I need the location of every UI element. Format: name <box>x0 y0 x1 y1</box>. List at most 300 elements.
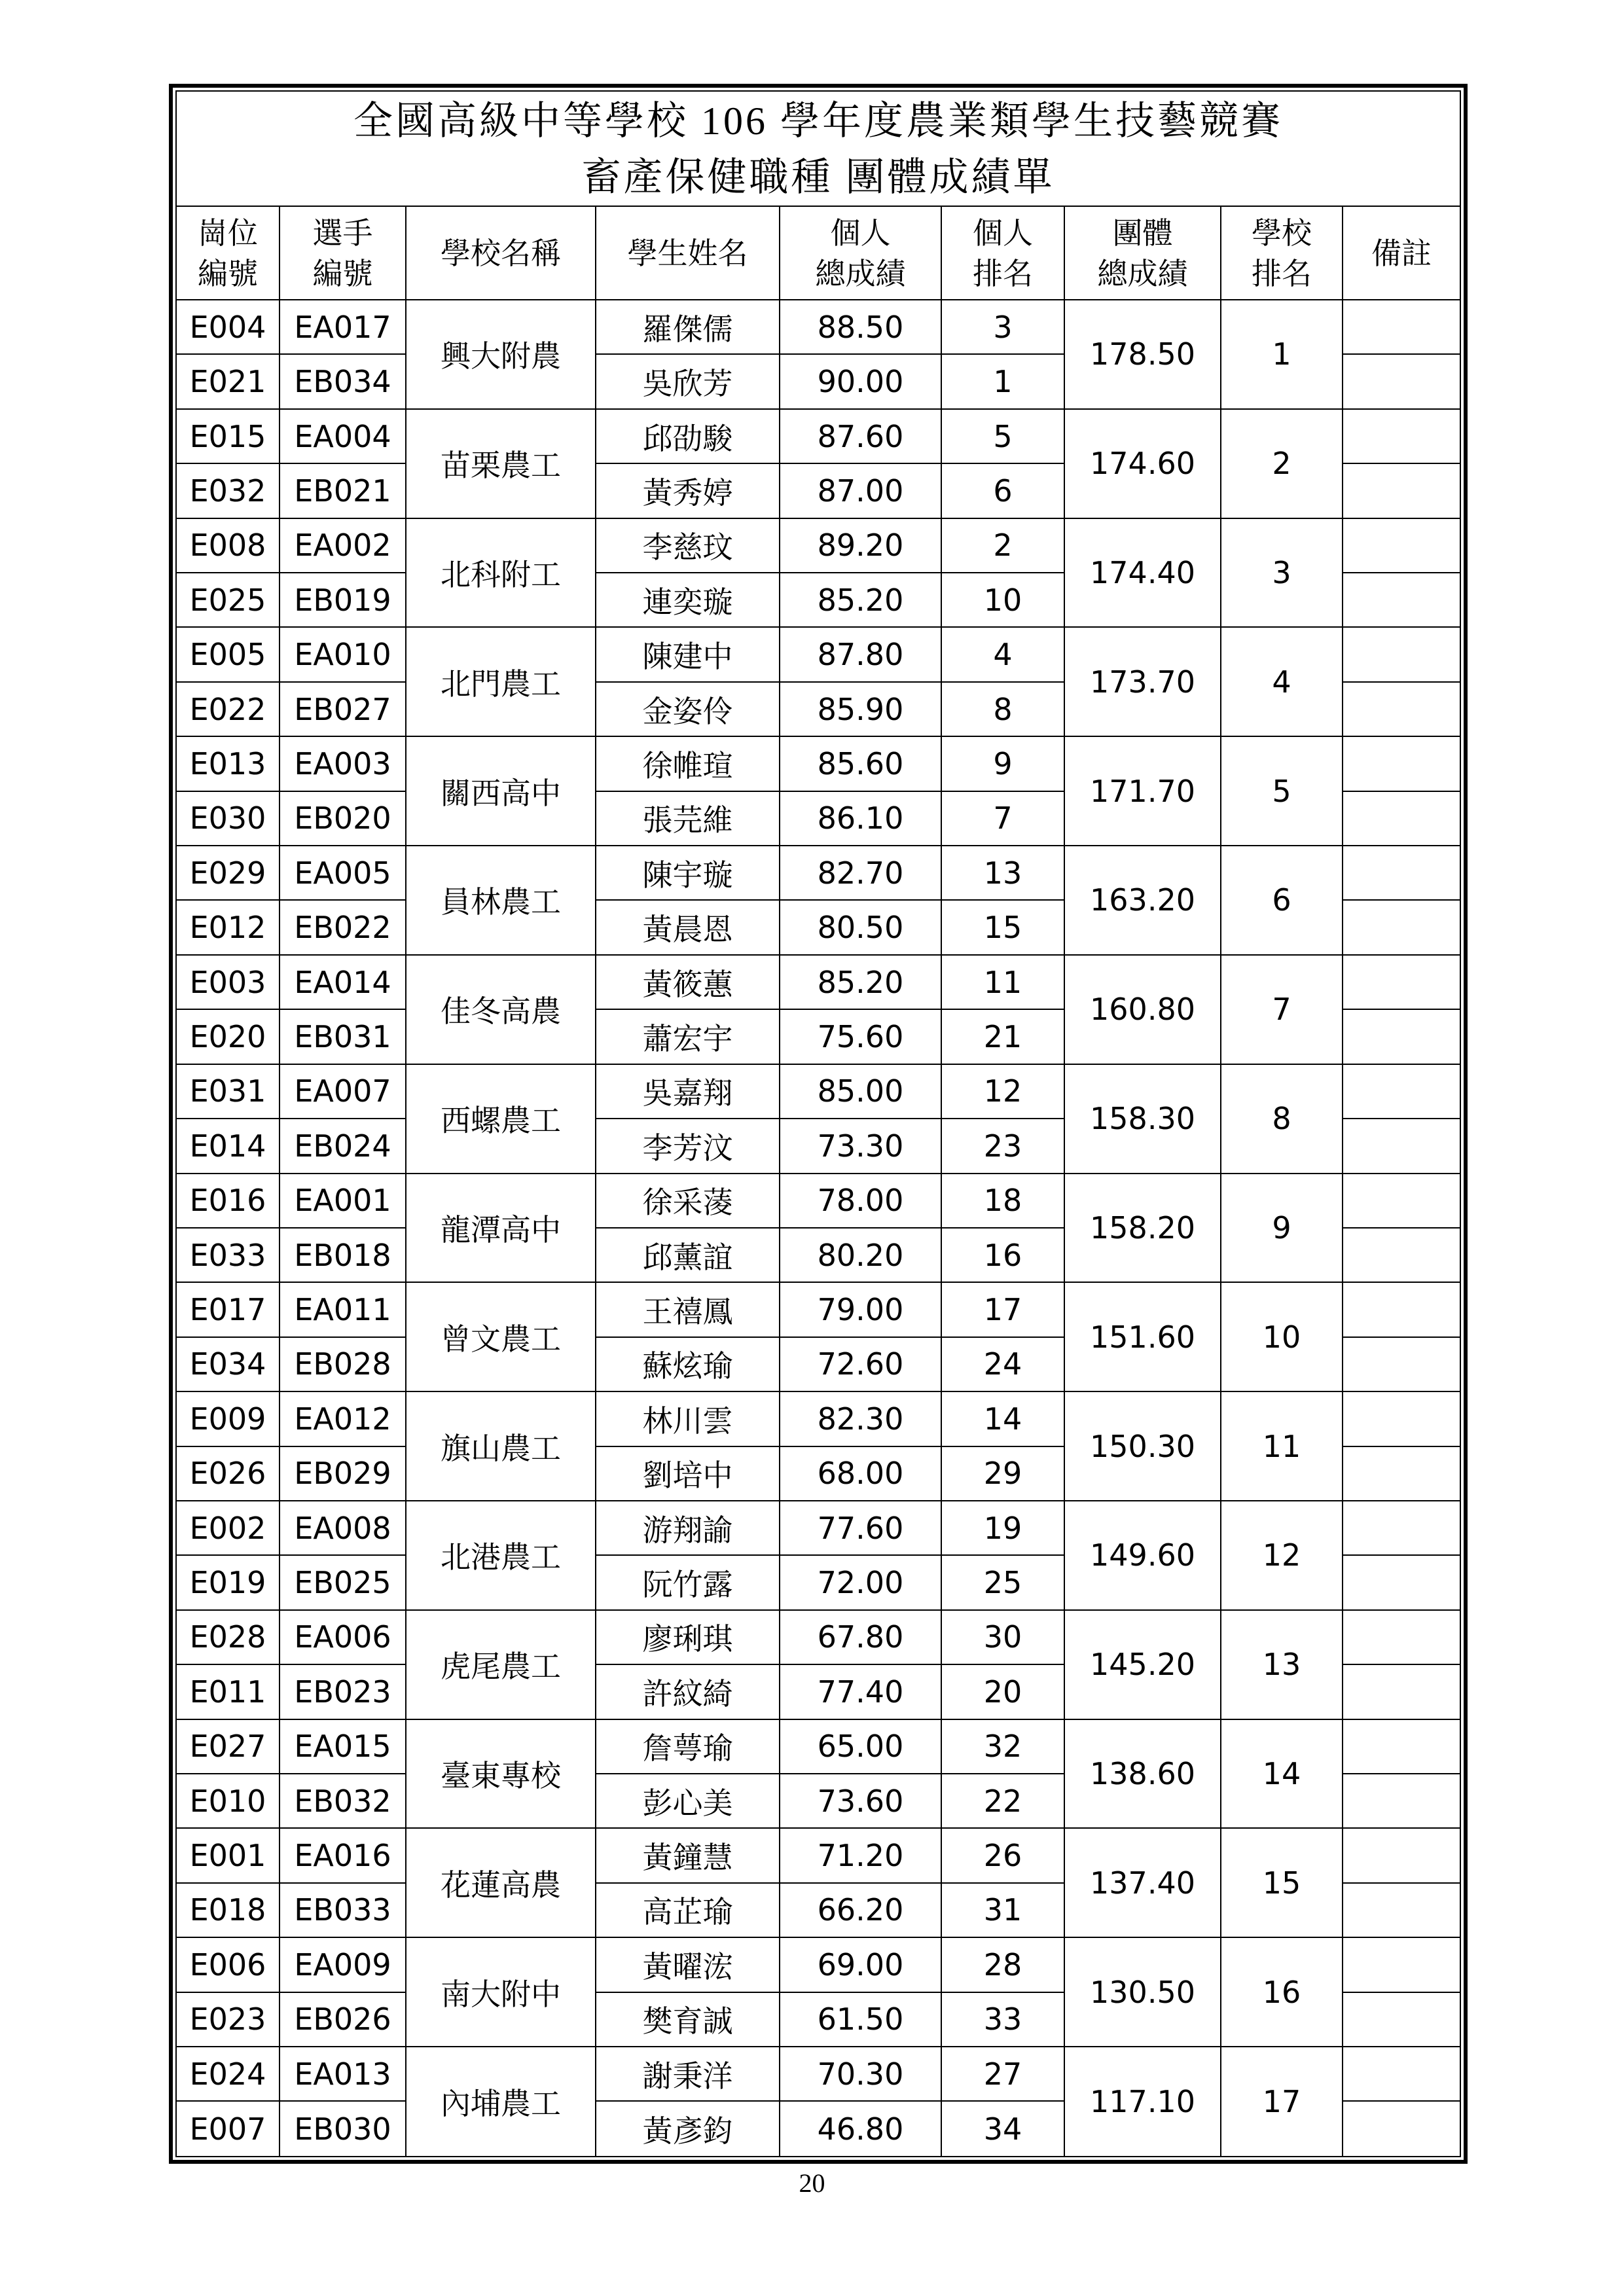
individual-score-cell: 85.20 <box>780 573 941 627</box>
team-score-cell: 174.40 <box>1064 518 1221 628</box>
student-name-cell: 蕭宏宇 <box>596 1009 780 1064</box>
student-name-cell: 邱劭駿 <box>596 409 780 463</box>
student-name-cell: 高芷瑜 <box>596 1883 780 1937</box>
remark-cell <box>1343 2101 1460 2156</box>
individual-rank-cell: 8 <box>941 682 1064 736</box>
school-rank-cell: 7 <box>1221 955 1343 1064</box>
remark-cell <box>1343 1883 1460 1937</box>
header-text: 選手 <box>312 215 373 251</box>
school-rank-cell: 9 <box>1221 1174 1343 1283</box>
player-number-cell: EA016 <box>280 1828 406 1882</box>
station-number-cell: E030 <box>177 791 280 846</box>
table-row <box>177 955 1460 1009</box>
individual-score-cell: 78.00 <box>780 1174 941 1228</box>
school-name-cell: 旗山農工 <box>406 1391 596 1501</box>
team-score-cell: 178.50 <box>1064 300 1221 409</box>
individual-rank-cell: 18 <box>941 1174 1064 1228</box>
player-number-cell: EB022 <box>280 900 406 954</box>
player-number-cell: EB030 <box>280 2101 406 2156</box>
remark-cell <box>1343 1992 1460 2047</box>
individual-score-cell: 86.10 <box>780 791 941 846</box>
school-name-cell: 曾文農工 <box>406 1282 596 1391</box>
remark-cell <box>1343 2047 1460 2101</box>
player-number-cell: EA011 <box>280 1282 406 1336</box>
station-number-cell: E014 <box>177 1119 280 1173</box>
individual-rank-cell: 3 <box>941 300 1064 354</box>
table-row <box>177 409 1460 463</box>
individual-score-cell: 65.00 <box>780 1719 941 1774</box>
station-number-cell: E017 <box>177 1282 280 1336</box>
student-name-cell: 黃秀婷 <box>596 463 780 518</box>
table-row <box>177 300 1460 354</box>
school-rank-cell: 17 <box>1221 2047 1343 2156</box>
team-score-cell: 149.60 <box>1064 1501 1221 1610</box>
student-name-cell: 羅傑儒 <box>596 300 780 354</box>
individual-score-cell: 80.50 <box>780 900 941 954</box>
remark-cell <box>1343 1719 1460 1774</box>
header-station-number <box>177 207 280 300</box>
player-number-cell: EA014 <box>280 955 406 1009</box>
school-name-cell: 興大附農 <box>406 300 596 409</box>
student-name-cell: 李慈玟 <box>596 518 780 573</box>
player-number-cell: EB021 <box>280 463 406 518</box>
school-rank-cell: 6 <box>1221 846 1343 955</box>
remark-cell <box>1343 1610 1460 1664</box>
student-name-cell: 林川雲 <box>596 1391 780 1446</box>
individual-score-cell: 77.60 <box>780 1501 941 1555</box>
school-rank-cell: 4 <box>1221 627 1343 736</box>
student-name-cell: 黃彥鈞 <box>596 2101 780 2156</box>
station-number-cell: E002 <box>177 1501 280 1555</box>
team-score-cell: 130.50 <box>1064 1937 1221 2047</box>
header-player-number <box>280 207 406 300</box>
table-row <box>177 1282 1460 1336</box>
station-number-cell: E009 <box>177 1391 280 1446</box>
school-rank-cell: 13 <box>1221 1610 1343 1719</box>
table-row <box>177 1174 1460 1228</box>
player-number-cell: EA013 <box>280 2047 406 2101</box>
station-number-cell: E008 <box>177 518 280 573</box>
school-rank-cell: 8 <box>1221 1064 1343 1174</box>
individual-score-cell: 72.60 <box>780 1337 941 1391</box>
student-name-cell: 黃鐘慧 <box>596 1828 780 1882</box>
player-number-cell: EA017 <box>280 300 406 354</box>
station-number-cell: E003 <box>177 955 280 1009</box>
header-text: 崗位 <box>198 215 258 251</box>
student-name-cell: 廖琍琪 <box>596 1610 780 1664</box>
station-number-cell: E021 <box>177 354 280 408</box>
individual-score-cell: 82.70 <box>780 846 941 900</box>
remark-cell <box>1343 1337 1460 1391</box>
team-score-cell: 163.20 <box>1064 846 1221 955</box>
station-number-cell: E006 <box>177 1937 280 1992</box>
player-number-cell: EA005 <box>280 846 406 900</box>
station-number-cell: E001 <box>177 1828 280 1882</box>
station-number-cell: E029 <box>177 846 280 900</box>
station-number-cell: E010 <box>177 1774 280 1828</box>
student-name-cell: 王禧鳳 <box>596 1282 780 1336</box>
station-number-cell: E034 <box>177 1337 280 1391</box>
header-text: 個人 <box>830 215 891 251</box>
student-name-cell: 樊育誠 <box>596 1992 780 2047</box>
school-name-cell: 西螺農工 <box>406 1064 596 1174</box>
player-number-cell: EA007 <box>280 1064 406 1119</box>
title-line-1: 全國高級中等學校 106 學年度農業類學生技藝競賽 <box>353 99 1283 143</box>
individual-rank-cell: 22 <box>941 1774 1064 1828</box>
school-name-cell: 苗栗農工 <box>406 409 596 518</box>
header-school-name <box>406 207 596 300</box>
header-text: 學校名稱 <box>441 235 561 271</box>
school-rank-cell: 5 <box>1221 736 1343 846</box>
team-score-cell: 160.80 <box>1064 955 1221 1064</box>
individual-score-cell: 66.20 <box>780 1883 941 1937</box>
station-number-cell: E028 <box>177 1610 280 1664</box>
table-row <box>177 1937 1460 1992</box>
individual-rank-cell: 6 <box>941 463 1064 518</box>
station-number-cell: E032 <box>177 463 280 518</box>
student-name-cell: 詹萼瑜 <box>596 1719 780 1774</box>
header-text: 學校 <box>1252 215 1312 251</box>
school-rank-cell: 11 <box>1221 1391 1343 1501</box>
header-text: 排名 <box>1252 255 1312 291</box>
individual-rank-cell: 25 <box>941 1555 1064 1609</box>
individual-rank-cell: 14 <box>941 1391 1064 1446</box>
player-number-cell: EB032 <box>280 1774 406 1828</box>
table-row <box>177 736 1460 791</box>
individual-rank-cell: 5 <box>941 409 1064 463</box>
station-number-cell: E015 <box>177 409 280 463</box>
individual-score-cell: 67.80 <box>780 1610 941 1664</box>
player-number-cell: EA008 <box>280 1501 406 1555</box>
school-name-cell: 臺東專校 <box>406 1719 596 1829</box>
student-name-cell: 蘇炫瑜 <box>596 1337 780 1391</box>
team-score-cell: 158.20 <box>1064 1174 1221 1283</box>
individual-score-cell: 85.20 <box>780 955 941 1009</box>
team-score-cell: 174.60 <box>1064 409 1221 518</box>
team-score-cell: 151.60 <box>1064 1282 1221 1391</box>
team-score-cell: 138.60 <box>1064 1719 1221 1829</box>
team-score-cell: 171.70 <box>1064 736 1221 846</box>
student-name-cell: 黃晨恩 <box>596 900 780 954</box>
station-number-cell: E027 <box>177 1719 280 1774</box>
student-name-cell: 劉培中 <box>596 1446 780 1501</box>
header-student-name <box>596 207 780 300</box>
school-name-cell: 龍潭高中 <box>406 1174 596 1283</box>
school-name-cell: 佳冬高農 <box>406 955 596 1064</box>
page-frame <box>169 84 1468 2164</box>
student-name-cell: 黃曜浤 <box>596 1937 780 1992</box>
remark-cell <box>1343 1228 1460 1282</box>
header-text: 備註 <box>1371 235 1432 271</box>
player-number-cell: EB018 <box>280 1228 406 1282</box>
table-header-row <box>177 207 1460 300</box>
individual-score-cell: 73.60 <box>780 1774 941 1828</box>
individual-score-cell: 90.00 <box>780 354 941 408</box>
player-number-cell: EB026 <box>280 1992 406 2047</box>
station-number-cell: E033 <box>177 1228 280 1282</box>
player-number-cell: EA004 <box>280 409 406 463</box>
student-name-cell: 阮竹露 <box>596 1555 780 1609</box>
individual-rank-cell: 26 <box>941 1828 1064 1882</box>
individual-score-cell: 79.00 <box>780 1282 941 1336</box>
player-number-cell: EB024 <box>280 1119 406 1173</box>
school-name-cell: 花蓮高農 <box>406 1828 596 1937</box>
individual-score-cell: 69.00 <box>780 1937 941 1992</box>
student-name-cell: 李芳汶 <box>596 1119 780 1173</box>
remark-cell <box>1343 955 1460 1009</box>
station-number-cell: E004 <box>177 300 280 354</box>
remark-cell <box>1343 1937 1460 1992</box>
remark-cell <box>1343 1446 1460 1501</box>
remark-cell <box>1343 518 1460 573</box>
student-name-cell: 邱薰誼 <box>596 1228 780 1282</box>
remark-cell <box>1343 1064 1460 1119</box>
remark-cell <box>1343 1828 1460 1882</box>
remark-cell <box>1343 1774 1460 1828</box>
team-score-cell: 150.30 <box>1064 1391 1221 1501</box>
station-number-cell: E011 <box>177 1664 280 1719</box>
table-row <box>177 518 1460 573</box>
individual-rank-cell: 2 <box>941 518 1064 573</box>
school-name-cell: 內埔農工 <box>406 2047 596 2156</box>
student-name-cell: 徐帷瑄 <box>596 736 780 791</box>
student-name-cell: 游翔諭 <box>596 1501 780 1555</box>
player-number-cell: EB028 <box>280 1337 406 1391</box>
school-name-cell: 虎尾農工 <box>406 1610 596 1719</box>
player-number-cell: EB025 <box>280 1555 406 1609</box>
individual-score-cell: 70.30 <box>780 2047 941 2101</box>
individual-rank-cell: 13 <box>941 846 1064 900</box>
student-name-cell: 張芫維 <box>596 791 780 846</box>
student-name-cell: 彭心美 <box>596 1774 780 1828</box>
table-row <box>177 1064 1460 1119</box>
player-number-cell: EB020 <box>280 791 406 846</box>
header-remark <box>1343 207 1460 300</box>
table-row <box>177 1828 1460 1882</box>
remark-cell <box>1343 1009 1460 1064</box>
individual-score-cell: 85.60 <box>780 736 941 791</box>
remark-cell <box>1343 1174 1460 1228</box>
school-name-cell: 關西高中 <box>406 736 596 846</box>
individual-rank-cell: 19 <box>941 1501 1064 1555</box>
header-text: 個人 <box>973 215 1033 251</box>
header-individual-rank <box>941 207 1064 300</box>
student-name-cell: 吳欣芳 <box>596 354 780 408</box>
station-number-cell: E025 <box>177 573 280 627</box>
player-number-cell: EB029 <box>280 1446 406 1501</box>
remark-cell <box>1343 736 1460 791</box>
team-score-cell: 158.30 <box>1064 1064 1221 1174</box>
table-row <box>177 2047 1460 2101</box>
school-name-cell: 北門農工 <box>406 627 596 736</box>
station-number-cell: E019 <box>177 1555 280 1609</box>
station-number-cell: E016 <box>177 1174 280 1228</box>
individual-score-cell: 89.20 <box>780 518 941 573</box>
table-row <box>177 1610 1460 1664</box>
remark-cell <box>1343 1282 1460 1336</box>
table-row <box>177 846 1460 900</box>
header-text: 總成績 <box>815 255 906 291</box>
station-number-cell: E022 <box>177 682 280 736</box>
team-results-table <box>177 207 1460 2156</box>
header-team-score <box>1064 207 1221 300</box>
individual-rank-cell: 12 <box>941 1064 1064 1119</box>
student-name-cell: 謝秉洋 <box>596 2047 780 2101</box>
school-rank-cell: 15 <box>1221 1828 1343 1937</box>
header-school-rank <box>1221 207 1343 300</box>
table-row <box>177 627 1460 681</box>
student-name-cell: 徐采蓤 <box>596 1174 780 1228</box>
individual-rank-cell: 7 <box>941 791 1064 846</box>
individual-score-cell: 82.30 <box>780 1391 941 1446</box>
table-row <box>177 1719 1460 1774</box>
remark-cell <box>1343 300 1460 354</box>
individual-rank-cell: 1 <box>941 354 1064 408</box>
header-text: 排名 <box>973 255 1033 291</box>
individual-rank-cell: 21 <box>941 1009 1064 1064</box>
remark-cell <box>1343 627 1460 681</box>
individual-score-cell: 88.50 <box>780 300 941 354</box>
team-score-cell: 117.10 <box>1064 2047 1221 2156</box>
remark-cell <box>1343 900 1460 954</box>
school-rank-cell: 2 <box>1221 409 1343 518</box>
individual-rank-cell: 32 <box>941 1719 1064 1774</box>
student-name-cell: 黃筱蕙 <box>596 955 780 1009</box>
individual-rank-cell: 29 <box>941 1446 1064 1501</box>
header-individual-score <box>780 207 941 300</box>
station-number-cell: E018 <box>177 1883 280 1937</box>
student-name-cell: 連奕璇 <box>596 573 780 627</box>
individual-score-cell: 75.60 <box>780 1009 941 1064</box>
remark-cell <box>1343 463 1460 518</box>
school-rank-cell: 12 <box>1221 1501 1343 1610</box>
school-name-cell: 北港農工 <box>406 1501 596 1610</box>
individual-score-cell: 73.30 <box>780 1119 941 1173</box>
remark-cell <box>1343 791 1460 846</box>
remark-cell <box>1343 573 1460 627</box>
table-body <box>177 300 1460 2156</box>
player-number-cell: EB031 <box>280 1009 406 1064</box>
station-number-cell: E026 <box>177 1446 280 1501</box>
individual-rank-cell: 10 <box>941 573 1064 627</box>
header-text: 團體 <box>1112 215 1173 251</box>
individual-rank-cell: 28 <box>941 1937 1064 1992</box>
remark-cell <box>1343 1501 1460 1555</box>
individual-score-cell: 77.40 <box>780 1664 941 1719</box>
remark-cell <box>1343 409 1460 463</box>
player-number-cell: EB023 <box>280 1664 406 1719</box>
school-name-cell: 南大附中 <box>406 1937 596 2047</box>
school-name-cell: 員林農工 <box>406 846 596 955</box>
school-rank-cell: 1 <box>1221 300 1343 409</box>
player-number-cell: EA003 <box>280 736 406 791</box>
individual-rank-cell: 9 <box>941 736 1064 791</box>
individual-score-cell: 46.80 <box>780 2101 941 2156</box>
team-score-cell: 137.40 <box>1064 1828 1221 1937</box>
student-name-cell: 吳嘉翔 <box>596 1064 780 1119</box>
player-number-cell: EA015 <box>280 1719 406 1774</box>
individual-rank-cell: 23 <box>941 1119 1064 1173</box>
player-number-cell: EB034 <box>280 354 406 408</box>
individual-score-cell: 85.00 <box>780 1064 941 1119</box>
school-rank-cell: 16 <box>1221 1937 1343 2047</box>
school-rank-cell: 10 <box>1221 1282 1343 1391</box>
individual-rank-cell: 24 <box>941 1337 1064 1391</box>
player-number-cell: EA010 <box>280 627 406 681</box>
header-text: 總成績 <box>1097 255 1188 291</box>
individual-rank-cell: 31 <box>941 1883 1064 1937</box>
player-number-cell: EA006 <box>280 1610 406 1664</box>
remark-cell <box>1343 682 1460 736</box>
header-text: 編號 <box>198 255 258 291</box>
school-rank-cell: 3 <box>1221 518 1343 628</box>
remark-cell <box>1343 846 1460 900</box>
individual-score-cell: 71.20 <box>780 1828 941 1882</box>
individual-score-cell: 68.00 <box>780 1446 941 1501</box>
individual-rank-cell: 16 <box>941 1228 1064 1282</box>
remark-cell <box>1343 1119 1460 1173</box>
station-number-cell: E013 <box>177 736 280 791</box>
remark-cell <box>1343 1664 1460 1719</box>
student-name-cell: 陳建中 <box>596 627 780 681</box>
player-number-cell: EB033 <box>280 1883 406 1937</box>
station-number-cell: E024 <box>177 2047 280 2101</box>
student-name-cell: 許紋綺 <box>596 1664 780 1719</box>
individual-score-cell: 87.60 <box>780 409 941 463</box>
individual-rank-cell: 4 <box>941 627 1064 681</box>
station-number-cell: E031 <box>177 1064 280 1119</box>
individual-rank-cell: 34 <box>941 2101 1064 2156</box>
player-number-cell: EB027 <box>280 682 406 736</box>
individual-score-cell: 87.80 <box>780 627 941 681</box>
individual-rank-cell: 20 <box>941 1664 1064 1719</box>
individual-score-cell: 80.20 <box>780 1228 941 1282</box>
station-number-cell: E012 <box>177 900 280 954</box>
page-frame-inner <box>175 90 1461 2157</box>
school-name-cell: 北科附工 <box>406 518 596 628</box>
station-number-cell: E007 <box>177 2101 280 2156</box>
table-row <box>177 1501 1460 1555</box>
individual-score-cell: 85.90 <box>780 682 941 736</box>
remark-cell <box>1343 1391 1460 1446</box>
page-number: 20 <box>799 2168 825 2198</box>
individual-rank-cell: 30 <box>941 1610 1064 1664</box>
station-number-cell: E020 <box>177 1009 280 1064</box>
individual-rank-cell: 17 <box>941 1282 1064 1336</box>
header-text: 學生姓名 <box>627 235 748 271</box>
player-number-cell: EA012 <box>280 1391 406 1446</box>
table-row <box>177 1391 1460 1446</box>
station-number-cell: E005 <box>177 627 280 681</box>
student-name-cell: 金姿伶 <box>596 682 780 736</box>
player-number-cell: EA002 <box>280 518 406 573</box>
student-name-cell: 陳宇璇 <box>596 846 780 900</box>
remark-cell <box>1343 354 1460 408</box>
school-rank-cell: 14 <box>1221 1719 1343 1829</box>
individual-rank-cell: 15 <box>941 900 1064 954</box>
individual-score-cell: 72.00 <box>780 1555 941 1609</box>
player-number-cell: EA009 <box>280 1937 406 1992</box>
individual-rank-cell: 11 <box>941 955 1064 1009</box>
player-number-cell: EA001 <box>280 1174 406 1228</box>
individual-rank-cell: 33 <box>941 1992 1064 2047</box>
player-number-cell: EB019 <box>280 573 406 627</box>
title-line-2: 畜產保健職種 團體成績單 <box>581 156 1055 199</box>
station-number-cell: E023 <box>177 1992 280 2047</box>
remark-cell <box>1343 1555 1460 1609</box>
team-score-cell: 145.20 <box>1064 1610 1221 1719</box>
individual-rank-cell: 27 <box>941 2047 1064 2101</box>
